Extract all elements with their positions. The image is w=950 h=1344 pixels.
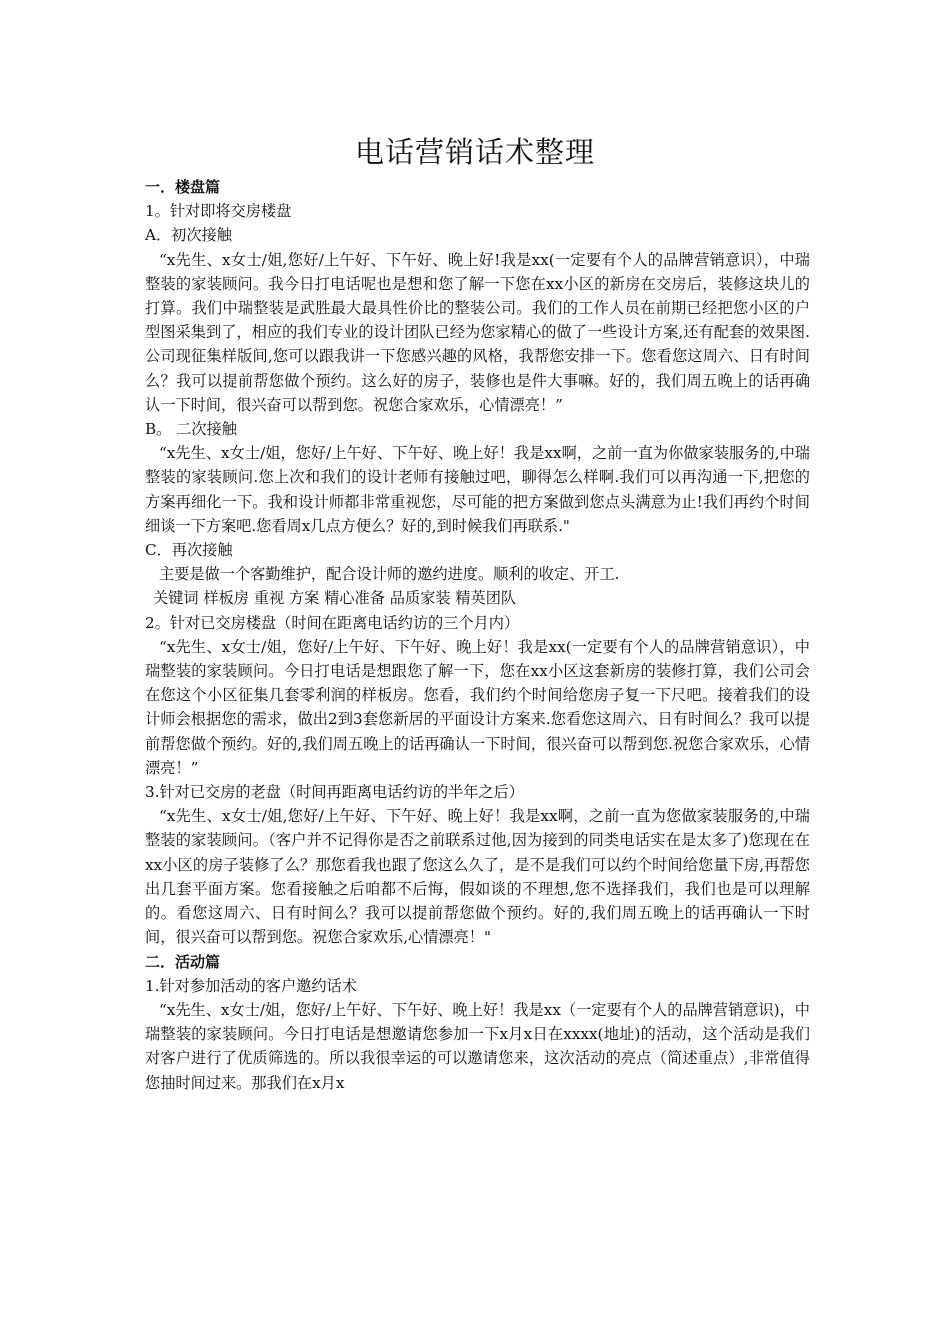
paragraph-third-contact: 主要是做一个客勤维护，配合设计师的邀约进度。顺利的收定、开工. — [159, 565, 620, 584]
paragraph-old-properties-script: “x先生、x女士/姐,您好/上午好、下午好、晚上好！我是xx啊，之前一直为您做家装服务的,中瑞整装的家装顾问。（客户并不记得你是否之前联系过他,因为接到的同类电话实在是太多了)您现在在xx小区的房子装修了么？那您看我也跟了您这么久了，是不是我们可以约个时间给您量下房,再帮您出几套平面方案。您看接触之后咱都不后悔，假如谈的不理想,您不选择我们，我们也是可以理解的。看您这周六、日有时间么？我可以提前帮您做个预约。好的,我们周五晚上的话再确认一下时间，很兴奋可以帮到您。祝您合家欢乐,心情漂亮！" — [145, 807, 810, 947]
paragraph-delivered-script: “x先生、x女士/姐，您好/上午好、下午好、晚上好！我是xx(一定要有个人的品牌营销意识），中瑞整装的家装顾问。今日打电话是想跟您了解一下，您在xx小区这套新房的装修打算，我们公司会在您这个小区征集几套零利润的样板房。您看，我们约个时间给您房子复一下尺吧。接着我们的设计师会根据您的需求，做出2到3套您新居的平面设计方案来.您看您这周六、日有时间么？我可以提前帮您做个预约。好的,我们周五晚上的话再确认一下时间，很兴奋可以帮到您.祝您合家欢乐，心情漂亮！” — [145, 637, 810, 777]
paragraph-activity-invite-script: “x先生、x女士/姐，您好/上午好、下午好、晚上好！我是xx（一定要有个人的品牌营销意识)，中瑞整装的家装顾问。今日打电话是想邀请您参加一下x月x日在xxxx(地址)的活动，这个活动是我们对客户进行了优质筛选的。所以我很幸运的可以邀请您来，这次活动的亮点（简述重点）,非常值得您抽时间过来。那我们在x月x — [145, 1000, 810, 1092]
item-heading-upcoming-delivery: 1。针对即将交房楼盘 — [145, 202, 292, 221]
paragraph-first-contact-script: “x先生、x女士/姐,您好/上午好、下午好、晚上好!我是xx(一定要有个人的品牌营销意识），中瑞整装的家装顾问。我今日打电话呢也是想和您了解一下您在xx小区的新房在交房后，装修这块儿的打算。我们中瑞整装是武胜最大最具性价比的整装公司。我们的工作人员在前期已经把您小区的户型图采集到了，相应的我们专业的设计团队已经为您家精心的做了一些设计方案,还有配套的效果图.公司现征集样版间,您可以跟我讲一下您感兴趣的风格，我帮您安排一下。您看您这周六、日有时间么？我可以提前帮您做个预约。这么好的房子，装修也是件大事嘛。好的，我们周五晚上的话再确认一下时间，很兴奋可以帮到您。祝您合家欢乐，心情漂亮！” — [145, 250, 810, 414]
document-title: 电话营销话术整理 — [354, 135, 595, 169]
document-body — [145, 175, 810, 1095]
paragraph-second-contact-script: “x先生、x女士/姐，您好/上午好、下午好、晚上好！我是xx啊，之前一直为你做家装服务的,中瑞整装的家装顾问.您上次和我们的设计老师有接触过吧，聊得怎么样啊.我们可以再沟通一下,把您的方案再细化一下。我和设计师都非常重视您，尽可能的把方案做到您点头满意为止!我们再约个时间细谈一下方案吧.您看周x几点方便么？好的,到时候我们再联系." — [145, 444, 810, 535]
section-heading-properties: 一．楼盘篇 — [145, 178, 221, 196]
item-heading-old-properties: 3.针对已交房的老盘（时间再距离电话约访的半年之后） — [145, 783, 524, 802]
sub-heading-third-contact: C．再次接触 — [145, 541, 233, 560]
sub-heading-first-contact: A．初次接触 — [145, 226, 232, 245]
item-heading-activity-invite: 1.针对参加活动的客户邀约话术 — [145, 976, 357, 995]
item-heading-delivered: 2。针对已交房楼盘（时间在距离电话约访的三个月内） — [145, 613, 520, 632]
section-heading-activities: 二．活动篇 — [145, 952, 221, 971]
keywords-line: 关键词 样板房 重视 方案 精心准备 品质家装 精英团队 — [153, 589, 517, 608]
sub-heading-second-contact: B。 二次接触 — [145, 420, 237, 439]
